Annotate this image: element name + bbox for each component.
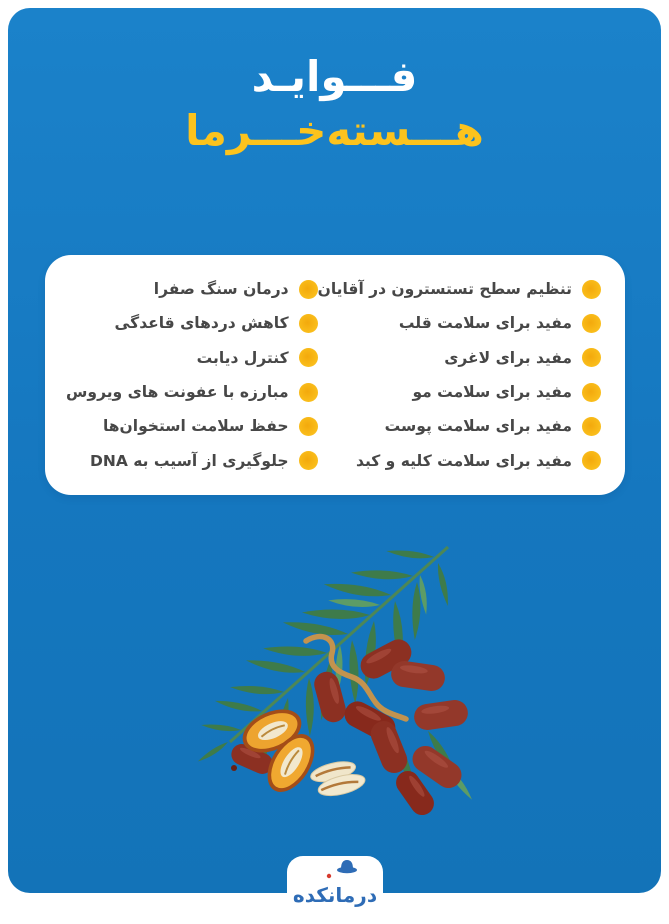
dates-palm-illustration xyxy=(190,535,490,835)
benefit-label: کاهش دردهای قاعدگی xyxy=(114,314,289,333)
list-item xyxy=(66,417,318,436)
list-item xyxy=(66,451,318,470)
bullet-dot-icon xyxy=(299,451,318,470)
doctor-hat-icon xyxy=(337,860,357,873)
poster-background xyxy=(8,8,661,893)
benefit-label: حفظ سلامت استخوان‌ها xyxy=(102,417,289,436)
list-item xyxy=(318,314,601,333)
benefits-column-right xyxy=(318,272,601,478)
bullet-dot-icon xyxy=(582,348,601,367)
bullet-dot-icon xyxy=(582,417,601,436)
benefit-label: کنترل دیابت xyxy=(196,348,289,367)
bullet-dot-icon xyxy=(582,280,601,299)
list-item xyxy=(66,383,318,402)
bullet-dot-icon xyxy=(582,314,601,333)
bullet-dot-icon xyxy=(582,383,601,402)
list-item xyxy=(318,280,601,299)
benefit-label: مبارزه با عفونت های ویروس xyxy=(66,383,289,402)
benefit-label: جلوگیری از آسیب به DNA xyxy=(90,451,289,470)
benefit-label: تنظیم سطح تستسترون در آقایان xyxy=(317,280,572,299)
bullet-dot-icon xyxy=(299,417,318,436)
bullet-dot-icon xyxy=(299,314,318,333)
list-item xyxy=(66,280,318,299)
darmankade-logo xyxy=(287,856,383,920)
benefit-label: مفید برای سلامت مو xyxy=(412,383,572,402)
list-item xyxy=(318,383,601,402)
bullet-dot-icon xyxy=(582,451,601,470)
benefits-column-left xyxy=(66,272,318,478)
list-item xyxy=(318,417,601,436)
title-line-1: فـــوایـد xyxy=(251,52,418,101)
logo-accent-dot xyxy=(327,874,331,878)
list-item xyxy=(66,314,318,333)
logo-text: درمانکده xyxy=(292,883,378,907)
title-line-2: هـــسته‌خـــرما xyxy=(185,105,484,155)
benefit-label: مفید برای سلامت پوست xyxy=(384,417,572,436)
bullet-dot-icon xyxy=(299,383,318,402)
bullet-dot-icon xyxy=(299,348,318,367)
benefit-label: درمان سنگ صفرا xyxy=(153,280,289,299)
benefit-label: مفید برای لاغری xyxy=(444,348,572,367)
benefit-label: مفید برای سلامت قلب xyxy=(398,314,572,333)
benefits-card xyxy=(45,255,625,495)
bullet-dot-icon xyxy=(299,280,318,299)
list-item xyxy=(318,451,601,470)
list-item xyxy=(318,348,601,367)
benefit-label: مفید برای سلامت کلیه و کبد xyxy=(355,451,572,470)
list-item xyxy=(66,348,318,367)
poster-title xyxy=(8,52,661,155)
